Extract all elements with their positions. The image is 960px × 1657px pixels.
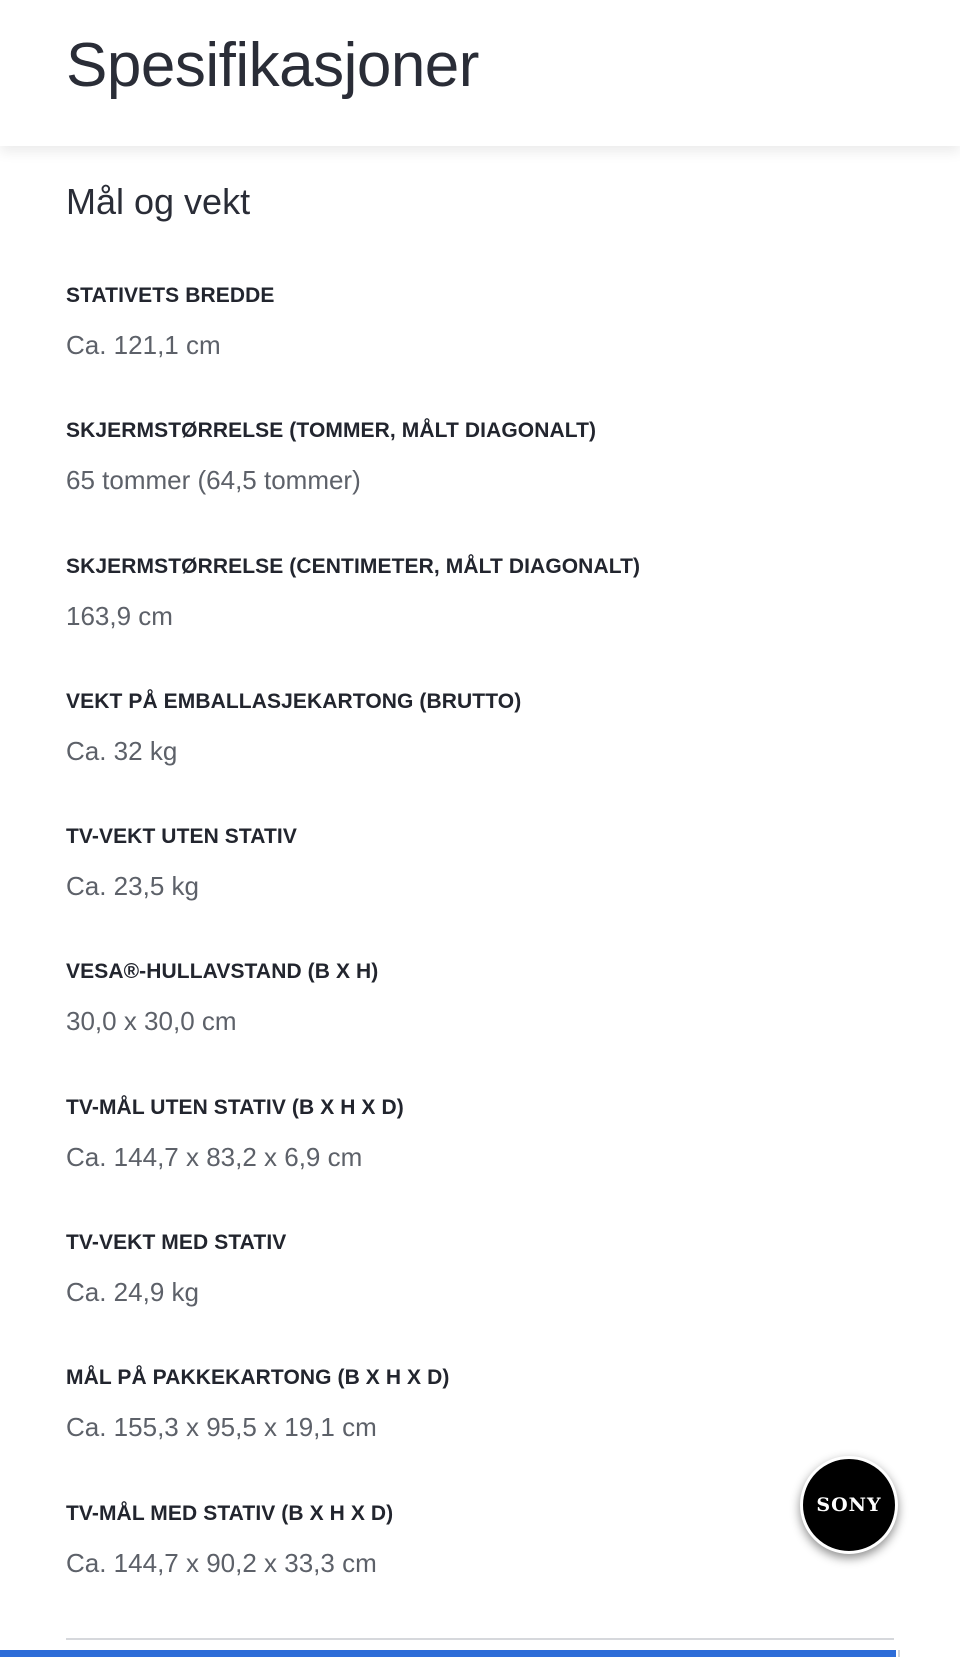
spec-item-package-weight — [66, 691, 896, 826]
spec-value: 30,0 x 30,0 cm — [66, 1006, 237, 1037]
spec-item-tv-weight-without-stand — [66, 826, 896, 961]
spec-item-screen-size-cm — [66, 556, 896, 691]
bottom-accent-bar — [0, 1650, 896, 1657]
spec-value: Ca. 155,3 x 95,5 x 19,1 cm — [66, 1412, 377, 1443]
spec-item-tv-weight-with-stand — [66, 1232, 896, 1367]
spec-value: Ca. 121,1 cm — [66, 330, 221, 360]
spec-item-tv-dimensions-without-stand — [66, 1097, 896, 1232]
spec-value: Ca. 144,7 x 90,2 x 33,3 cm — [66, 1547, 377, 1578]
section-divider — [66, 1638, 894, 1640]
spec-value: 65 tommer (64,5 tommer) — [66, 465, 361, 496]
spec-value: Ca. 32 kg — [66, 735, 178, 766]
spec-item-stand-width — [66, 285, 896, 420]
page-title: Spesifikasjoner — [66, 31, 479, 100]
spec-label: MÅL PÅ PAKKEKARTONG (B X H X D) — [66, 1366, 450, 1390]
spec-label: SKJERMSTØRRELSE (TOMMER, MÅLT DIAGONALT) — [66, 419, 597, 443]
spec-item-screen-size-inches — [66, 420, 896, 555]
spec-value: Ca. 23,5 kg — [66, 871, 199, 902]
spec-value: 163,9 cm — [66, 600, 173, 631]
spec-label: VEKT PÅ EMBALLASJEKARTONG (BRUTTO) — [66, 689, 522, 713]
spec-label: TV-VEKT UTEN STATIV — [66, 825, 297, 849]
spec-label: TV-VEKT MED STATIV — [66, 1231, 287, 1255]
spec-item-vesa-hole-spacing — [66, 961, 896, 1096]
spec-value: Ca. 24,9 kg — [66, 1277, 199, 1308]
spec-label: SKJERMSTØRRELSE (CENTIMETER, MÅLT DIAGONALT) — [66, 554, 641, 578]
spec-item-tv-dimensions-with-stand — [66, 1503, 896, 1638]
spec-value: Ca. 144,7 x 83,2 x 6,9 cm — [66, 1141, 363, 1172]
spec-label: TV-MÅL UTEN STATIV (B X H X D) — [66, 1095, 404, 1119]
sony-chat-button[interactable] — [800, 1456, 898, 1554]
spec-item-package-dimensions — [66, 1367, 896, 1502]
spec-label: VESA®-HULLAVSTAND (B X H) — [66, 960, 379, 984]
bottom-bar-tab[interactable] — [898, 1650, 960, 1657]
page-header — [0, 0, 960, 146]
spec-list — [66, 285, 896, 1638]
section-title: Mål og vekt — [66, 181, 251, 222]
sony-logo-icon: SONY — [816, 1494, 882, 1516]
spec-label: STATIVETS BREDDE — [66, 284, 275, 307]
spec-label: TV-MÅL MED STATIV (B X H X D) — [66, 1501, 394, 1525]
